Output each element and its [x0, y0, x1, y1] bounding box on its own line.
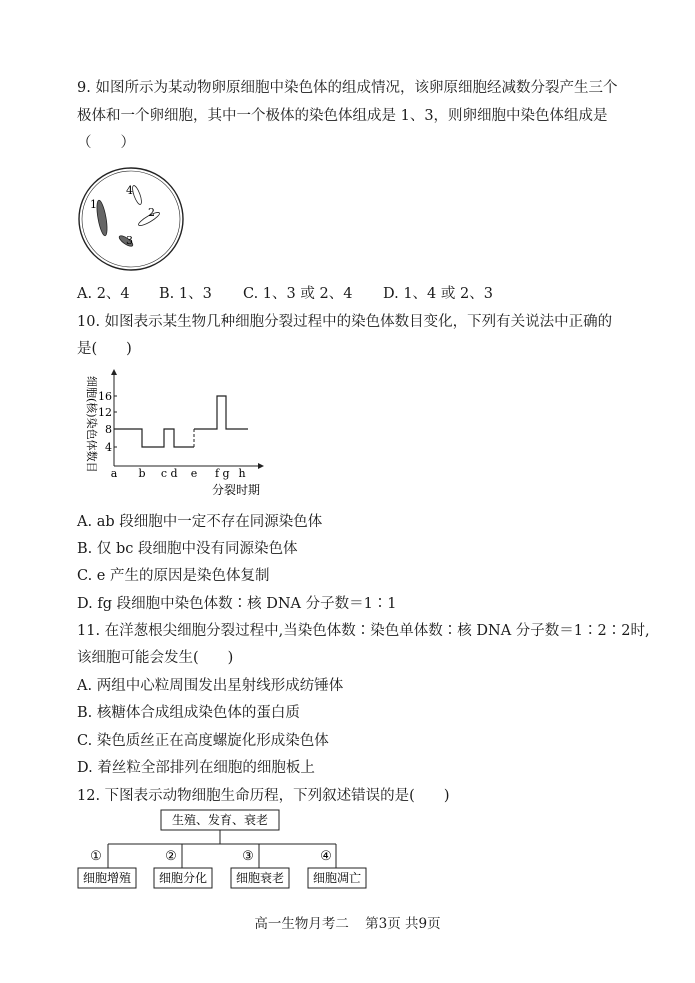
q10-stem-line1: 10. 如图表示某生物几种细胞分裂过程中的染色体数目变化，下列有关说法中正确的: [77, 314, 613, 330]
x-tick-e: e: [190, 467, 198, 480]
x-tick-h: h: [238, 467, 246, 480]
q10-chromosome-graph: [76, 368, 276, 500]
q11-stem-line1: 11. 在洋葱根尖细胞分裂过程中,当染色体数∶染色单体数∶核 DNA 分子数＝1∶2∶2时,: [77, 623, 650, 639]
box-4-label: 细胞凋亡: [312, 871, 362, 885]
q12-life-cycle-diagram: [74, 808, 374, 890]
x-tick-a: a: [110, 467, 118, 480]
top-box-label: 生殖、发育、衰老: [171, 813, 269, 827]
q11-option-a[interactable]: A. 两组中心粒周围发出星射线形成纺锤体: [77, 678, 344, 694]
q9-option-d[interactable]: D. 1、4 或 2、3: [383, 286, 493, 302]
q9-stem-line2: 极体和一个卵细胞，其中一个极体的染色体组成是 1、3，则卵细胞中染色体组成是: [77, 108, 608, 124]
q9-cell-figure: [76, 164, 186, 274]
num-3: ③: [242, 849, 254, 864]
x-tick-d: d: [170, 467, 178, 480]
q11-stem-line2: 该细胞可能会发生( ): [77, 650, 234, 666]
num-2: ②: [165, 849, 177, 864]
box-1-label: 细胞增殖: [82, 871, 132, 885]
q9-answer-paren: （ ）: [77, 135, 135, 151]
label-4: 4: [126, 184, 133, 197]
y-tick-label-4: 4: [105, 441, 112, 454]
label-3: 3: [126, 234, 133, 247]
footer-exam-title: 高一生物月考二: [254, 916, 349, 932]
y-axis-label: 细胞(核)染色体数目: [85, 376, 98, 473]
chromosome-1: [95, 200, 109, 237]
footer-page-number: 第3页 共9页: [365, 916, 441, 932]
label-1: 1: [90, 198, 97, 211]
q9-option-c[interactable]: C. 1、3 或 2、4: [243, 286, 353, 302]
label-2: 2: [148, 206, 155, 219]
y-tick-label-12: 12: [98, 406, 112, 419]
x-tick-g: g: [222, 467, 230, 480]
chromosome-count-line-2: [194, 396, 248, 429]
q11-option-b[interactable]: B. 核糖体合成组成染色体的蛋白质: [77, 705, 300, 721]
q9-stem-line1: 9. 如图所示为某动物卵原细胞中染色体的组成情况，该卵原细胞经减数分裂产生三个: [77, 80, 618, 96]
y-tick-label-16: 16: [98, 390, 112, 403]
chromosome-count-line: [114, 429, 194, 447]
box-3-label: 细胞衰老: [235, 871, 285, 885]
q10-stem-line2: 是( ): [77, 341, 132, 357]
x-axis-label: 分裂时期: [211, 483, 261, 497]
box-2-label: 细胞分化: [158, 871, 208, 885]
q10-option-d[interactable]: D. fg 段细胞中染色体数∶核 DNA 分子数＝1∶1: [77, 596, 397, 612]
q11-option-c[interactable]: C. 染色质丝正在高度螺旋化形成染色体: [77, 733, 329, 749]
num-4: ④: [320, 849, 332, 864]
page-footer: [0, 912, 695, 932]
x-tick-b: b: [138, 467, 146, 480]
q10-option-c[interactable]: C. e 产生的原因是染色体复制: [77, 568, 270, 584]
y-tick-label-8: 8: [105, 423, 112, 436]
q9-options: [77, 284, 493, 304]
q10-option-b[interactable]: B. 仅 bc 段细胞中没有同源染色体: [77, 541, 298, 557]
q9-option-a[interactable]: A. 2、4: [77, 286, 130, 302]
q12-stem: 12. 下图表示动物细胞生命历程，下列叙述错误的是( ): [77, 788, 450, 804]
x-tick-c: c: [160, 467, 168, 480]
q11-option-d[interactable]: D. 着丝粒全部排列在细胞的细胞板上: [77, 760, 315, 776]
num-1: ①: [90, 849, 102, 864]
q9-option-b[interactable]: B. 1、3: [159, 286, 212, 302]
x-tick-f: f: [214, 467, 220, 480]
q10-option-a[interactable]: A. ab 段细胞中一定不存在同源染色体: [77, 514, 323, 530]
